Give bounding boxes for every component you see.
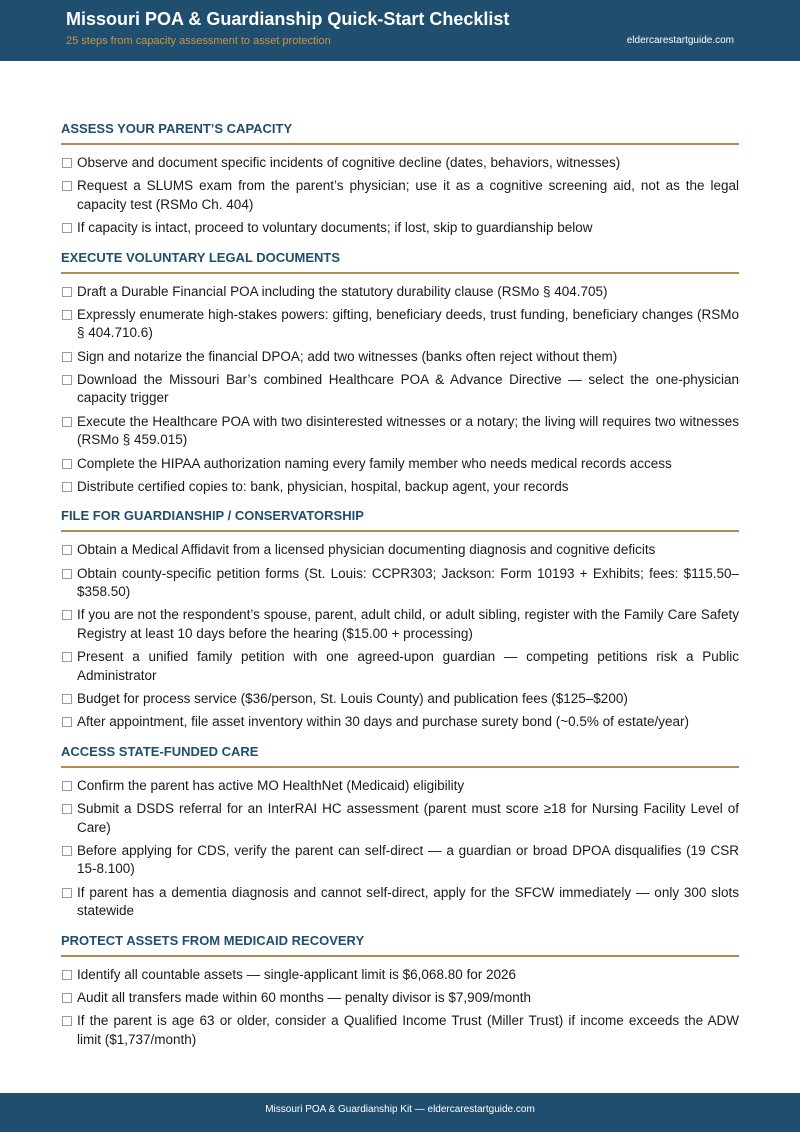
checkbox-icon[interactable] [62,223,72,233]
checklist [61,777,739,921]
checklist-item-text: Complete the HIPAA authorization naming every family member who needs medical records access [77,455,672,471]
checklist-item-text: Before applying for CDS, verify the parent can self-direct — a guardian or broad DPOA disqualifies (19 CSR 15-8.100) [77,842,739,877]
header-banner [0,0,800,61]
checklist-item [61,800,739,837]
checklist-item [61,283,739,302]
checklist-item [61,413,739,450]
checklist-item-text: Audit all transfers made within 60 months — penalty divisor is $7,909/month [77,990,531,1006]
section-heading: ACCESS STATE-FUNDED CARE [61,743,739,768]
checklist-item [61,842,739,879]
checkbox-icon[interactable] [62,846,72,856]
section-heading: ASSESS YOUR PARENT’S CAPACITY [61,120,739,145]
checklist-item-text: Observe and document specific incidents of cognitive decline (dates, behaviors, witnesses) [77,155,621,170]
checklist [61,154,739,238]
checklist-item-text: Request a SLUMS exam from the parent’s physician; use it as a cognitive screening aid, not as the legal capacity test (RSMo Ch. 404) [77,178,739,212]
checkbox-icon[interactable] [62,781,72,791]
checklist-item [61,478,739,497]
checklist-item-text: Download the Missouri Bar’s combined Healthcare POA & Advance Directive — select the one-physician capacity trigger [77,371,739,406]
checklist-item [61,154,739,173]
checkbox-icon[interactable] [62,970,72,980]
checkbox-icon[interactable] [62,993,72,1003]
checkbox-icon[interactable] [62,569,72,579]
checklist-item-text: Identify all countable assets — single-applicant limit is $6,068.80 for 2026 [77,966,517,982]
checklist-item [61,348,739,367]
checklist-item-text: Sign and notarize the financial DPOA; add two witnesses (banks often reject without them) [77,348,618,364]
checklist-item [61,565,739,602]
page-title: Missouri POA & Guardianship Quick-Start Checklist [66,9,510,29]
checklist-item-text: After appointment, file asset inventory within 30 days and purchase surety bond (~0.5% of estate/year) [77,714,689,730]
checklist-item [61,219,739,238]
checklist-item [61,606,739,643]
checklist-item [61,648,739,685]
section-heading: EXECUTE VOLUNTARY LEGAL DOCUMENTS [61,249,739,274]
checkbox-icon[interactable] [62,417,72,427]
checkbox-icon[interactable] [62,352,72,362]
checklist-item [61,541,739,560]
checklist-item [61,371,739,408]
checklist-item-text: Execute the Healthcare POA with two disinterested witnesses or a notary; the living will requires two witnesses (RSMo § 459.015) [77,413,739,448]
checkbox-icon[interactable] [62,610,72,620]
checkbox-icon[interactable] [62,158,72,168]
checklist-content [61,120,739,1060]
checklist-item-text: Expressly enumerate high-stakes powers: gifting, beneficiary deeds, trust funding, beneficiary changes (RSMo § 404.710.6) [77,306,739,341]
checkbox-icon[interactable] [62,694,72,704]
checklist-item-text: If the parent is age 63 or older, consider a Qualified Income Trust (Miller Trust) if income exceeds the ADW limit ($1,737/month) [77,1013,739,1047]
page-subtitle: 25 steps from capacity assessment to asset protection [66,35,331,47]
checklist-item-text: Present a unified family petition with one agreed-upon guardian — competing petitions risk a Public Administrator [77,649,739,683]
checklist-item [61,690,739,709]
checkbox-icon[interactable] [62,804,72,814]
checklist-item [61,1012,739,1049]
checklist-item [61,777,739,796]
checkbox-icon[interactable] [62,459,72,469]
footer-banner [0,1093,800,1132]
checklist [61,283,739,497]
checkbox-icon[interactable] [62,287,72,297]
checkbox-icon[interactable] [62,888,72,898]
checklist-item-text: If you are not the respondent’s spouse, parent, adult child, or adult sibling, register with the Family Care Safety Registry at least 10 days before the hearing ($15.00 + processing) [77,607,739,641]
checklist-item-text: Submit a DSDS referral for an InterRAI HC assessment (parent must score ≥18 for Nursing Facility Level of Care) [77,801,739,835]
section-heading: FILE FOR GUARDIANSHIP / CONSERVATORSHIP [61,507,739,532]
checklist [61,966,739,1050]
checkbox-icon[interactable] [62,717,72,727]
checkbox-icon[interactable] [62,310,72,320]
checklist [61,541,739,731]
checklist-item-text: Draft a Durable Financial POA including the statutory durability clause (RSMo § 404.705) [77,283,608,299]
checklist-item [61,306,739,343]
checklist-item-text: If capacity is intact, proceed to voluntary documents; if lost, skip to guardianship below [77,220,593,236]
section-heading: PROTECT ASSETS FROM MEDICAID RECOVERY [61,932,739,957]
checklist-item [61,989,739,1008]
footer-text: Missouri POA & Guardianship Kit — eldercarestartguide.com [265,1104,535,1115]
checklist-item [61,177,739,214]
checklist-item-text: Distribute certified copies to: bank, physician, hospital, backup agent, your records [77,478,569,494]
checklist-item [61,966,739,985]
site-url: eldercarestartguide.com [626,35,734,46]
checklist-item-text: Obtain county-specific petition forms (St. Louis: CCPR303; Jackson: Form 10193 + Exhibits; fees: $115.50–$358.50) [77,565,739,600]
checklist-item [61,884,739,921]
checkbox-icon[interactable] [62,652,72,662]
checklist-item-text: If parent has a dementia diagnosis and cannot self-direct, apply for the SFCW immediately — only 300 slots statewide [77,884,739,919]
checkbox-icon[interactable] [62,482,72,492]
checkbox-icon[interactable] [62,545,72,555]
checklist-item [61,713,739,732]
checkbox-icon[interactable] [62,375,72,385]
checklist-item-text: Obtain a Medical Affidavit from a licensed physician documenting diagnosis and cognitive deficits [77,542,656,558]
checklist-item-text: Budget for process service ($36/person, St. Louis County) and publication fees ($125–$200) [77,691,628,707]
checklist-item [61,455,739,474]
checklist-item-text: Confirm the parent has active MO HealthNet (Medicaid) eligibility [77,777,465,793]
checkbox-icon[interactable] [62,1016,72,1026]
checkbox-icon[interactable] [62,181,72,191]
